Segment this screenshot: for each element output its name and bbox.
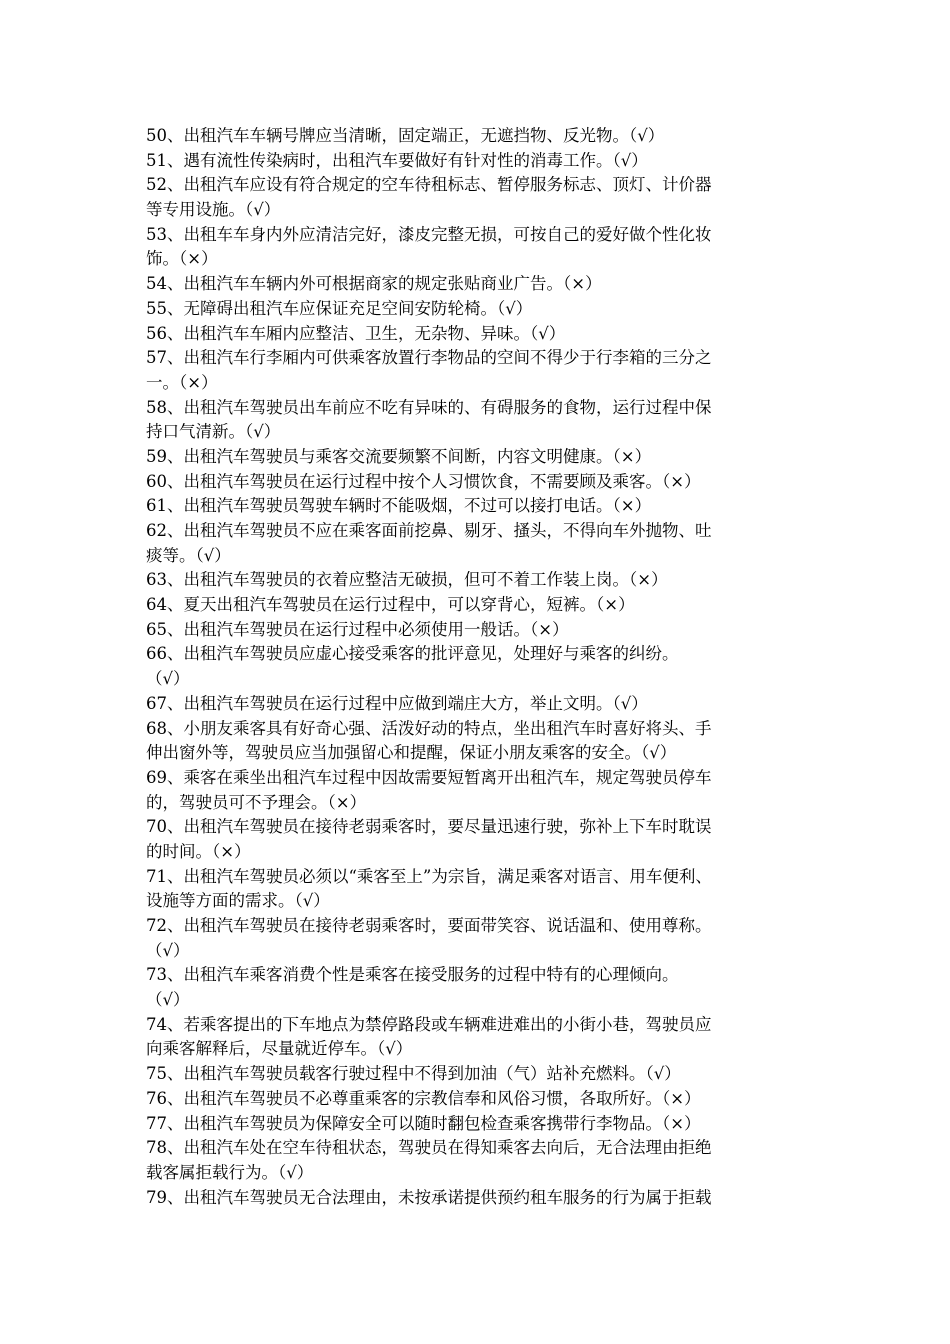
text-line: 74、若乘客提出的下车地点为禁停路段或车辆难进难出的小街小巷，驾驶员应 [146,1014,712,1034]
text-line: 54、出租汽车车辆内外可根据商家的规定张贴商业广告。（×） [146,274,602,294]
text-line: 71、出租汽车驾驶员必须以“乘客至上”为宗旨，满足乘客对语言、用车便利、 [146,866,712,886]
text-line: （√） [146,990,190,1010]
text-line: 持口气清新。（√） [146,422,281,442]
text-line: 61、出租汽车驾驶员驾驶车辆时不能吸烟，不过可以接打电话。（×） [146,496,652,516]
text-line: 65、出租汽车驾驶员在运行过程中必须使用一般话。（×） [146,619,569,639]
text-line: 62、出租汽车驾驶员不应在乘客面前挖鼻、剔牙、搔头，不得向车外抛物、吐 [146,521,712,540]
text-line: 64、夏天出租汽车驾驶员在运行过程中，可以穿背心，短裤。（×） [146,595,635,615]
text-line: 72、出租汽车驾驶员在接待老弱乘客时，要面带笑容、说话温和、使用尊称。 [146,916,712,935]
text-line: 设施等方面的需求。（√） [146,891,330,911]
text-line: 66、出租汽车驾驶员应虚心接受乘客的批评意见，处理好与乘客的纠纷。 [146,644,679,664]
text-line: 53、出租车车身内外应清洁完好，漆皮完整无损，可按自己的爱好做个性化妆 [146,224,712,244]
text-line: 77、出租汽车驾驶员为保障安全可以随时翻包检查乘客携带行李物品。（×） [146,1113,701,1133]
text-line: 67、出租汽车驾驶员在运行过程中应做到端庄大方，举止文明。（√） [146,693,648,713]
text-line: 伸出窗外等，驾驶员应当加强留心和提醒，保证小朋友乘客的安全。（√） [146,743,677,763]
text-line: 一。（×） [146,372,218,392]
text-line: 63、出租汽车驾驶员的衣着应整洁无破损，但可不着工作装上岗。（×） [146,570,668,590]
text-line: 79、出租汽车驾驶员无合法理由，未按承诺提供预约租车服务的行为属于拒载 [146,1187,712,1207]
document-body [146,124,810,1210]
text-line: 73、出租汽车乘客消费个性是乘客在接受服务的过程中特有的心理倾向。 [146,965,679,985]
text-line: 58、出租汽车驾驶员出车前应不吃有异味的、有碍服务的食物，运行过程中保 [146,397,712,417]
text-line: 70、出租汽车驾驶员在接待老弱乘客时，要尽量迅速行驶，弥补上下车时耽误 [146,817,712,837]
text-line: 的，驾驶员可不予理会。（×） [146,792,367,812]
text-line: （√） [146,669,190,689]
text-line: 56、出租汽车车厢内应整洁、卫生，无杂物、异味。（√） [146,323,566,343]
text-line: 51、遇有流性传染病时，出租汽车要做好有针对性的消毒工作。（√） [146,150,648,170]
text-line: 78、出租汽车处在空车待租状态，驾驶员在得知乘客去向后，无合法理由拒绝 [146,1138,712,1158]
text-line: 57、出租汽车行李厢内可供乘客放置行李物品的空间不得少于行李箱的三分之 [146,348,712,368]
text-line: 的时间。（×） [146,841,251,861]
text-line: 50、出租汽车车辆号牌应当清晰，固定端正，无遮挡物、反光物。（√） [146,126,665,145]
text-line: 55、无障碍出租汽车应保证充足空间安防轮椅。（√） [146,298,533,318]
text-line: （√） [146,940,190,960]
text-line: 60、出租汽车驾驶员在运行过程中按个人习惯饮食，不需要顾及乘客。（×） [146,471,701,491]
text-line: 76、出租汽车驾驶员不必尊重乘客的宗教信奉和风俗习惯，各取所好。（×） [146,1088,701,1108]
text-line: 饰。（×） [146,249,218,269]
text-line: 59、出租汽车驾驶员与乘客交流要频繁不间断，内容文明健康。（×） [146,446,652,466]
text-line: 52、出租汽车应设有符合规定的空车待租标志、暂停服务标志、顶灯、计价器 [146,175,712,195]
text-line: 载客属拒载行为。（√） [146,1162,314,1182]
text-line: 69、乘客在乘坐出租汽车过程中因故需要短暂离开出租汽车，规定驾驶员停车 [146,767,712,787]
text-line: 痰等。（√） [146,545,231,565]
text-line: 等专用设施。（√） [146,200,281,220]
text-line: 向乘客解释后，尽量就近停车。（√） [146,1039,413,1059]
text-line: 75、出租汽车驾驶员载客行驶过程中不得到加油（气）站补充燃料。（√） [146,1064,681,1084]
text-line: 68、小朋友乘客具有好奇心强、活泼好动的特点，坐出租汽车时喜好将头、手 [146,718,712,738]
